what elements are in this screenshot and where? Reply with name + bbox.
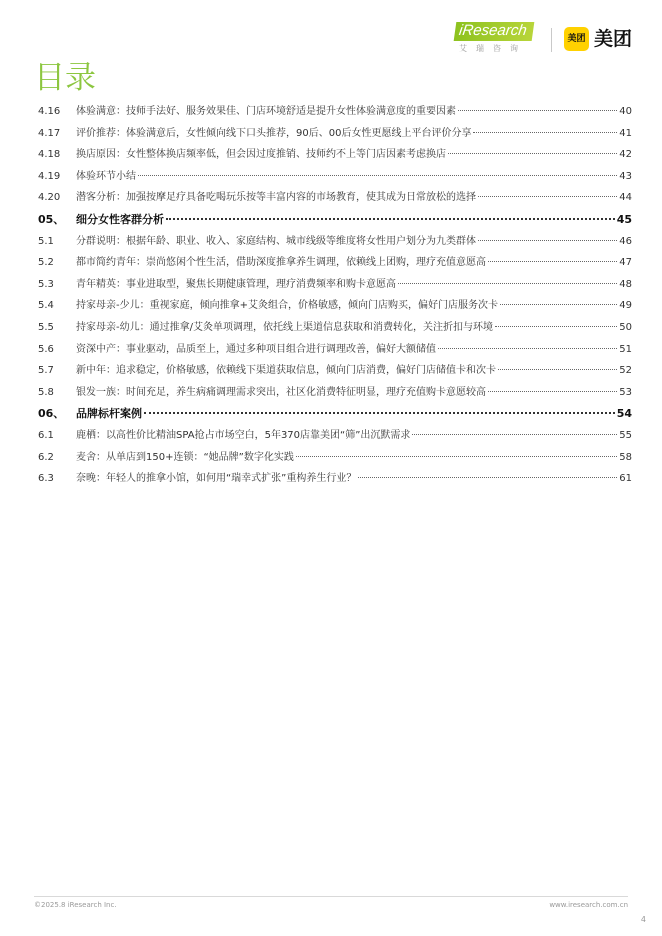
toc-section-row[interactable] bbox=[38, 209, 632, 231]
toc-dot-leader bbox=[500, 304, 617, 305]
toc-entry-number: 4.20 bbox=[38, 192, 61, 204]
toc-dot-leader bbox=[412, 434, 617, 435]
toc-entry-number: 4.19 bbox=[38, 170, 61, 182]
toc-entry-page: 42 bbox=[619, 149, 632, 161]
page-title: 目录 bbox=[34, 60, 96, 96]
toc-dot-leader bbox=[495, 326, 617, 327]
toc-entry-page: 58 bbox=[619, 451, 632, 463]
toc-dot-leader bbox=[138, 175, 617, 176]
toc-entry-number: 06、 bbox=[38, 407, 65, 421]
page-number: 4 bbox=[640, 915, 646, 924]
toc-entry-page: 50 bbox=[619, 321, 632, 333]
toc-entry-number: 5.1 bbox=[38, 235, 54, 247]
toc-entry-page: 51 bbox=[619, 343, 632, 355]
footer-website: www.iresearch.com.cn bbox=[549, 901, 628, 909]
toc-entry-page: 46 bbox=[619, 235, 632, 247]
toc-entry-title: 持家母亲-少儿：重视家庭，倾向推拿+艾灸组合，价格敏感，倾向门店购买，偏好门店服务次卡 bbox=[76, 300, 498, 312]
toc-entry-row[interactable] bbox=[38, 317, 632, 339]
toc-entry-number: 05、 bbox=[38, 212, 65, 226]
toc-entry-row[interactable] bbox=[38, 382, 632, 404]
toc-entry-row[interactable] bbox=[38, 231, 632, 253]
logo-divider bbox=[551, 28, 552, 52]
toc-entry-row[interactable] bbox=[38, 274, 632, 296]
toc-entry-row[interactable] bbox=[38, 144, 632, 166]
toc-entry-title: 分群说明：根据年龄、职业、收入、家庭结构、城市线级等维度将女性用户划分为九类群体 bbox=[76, 235, 476, 247]
toc-dot-leader bbox=[448, 153, 617, 154]
toc-entry-title: 奈晚：年轻人的推拿小馆，如何用“瑞幸式扩张”重构养生行业？ bbox=[76, 473, 357, 485]
toc-dot-leader bbox=[144, 412, 615, 414]
toc-entry-title: 换店原因：女性整体换店频率低，但会因过度推销、技师约不上等门店因素考虑换店 bbox=[76, 149, 446, 161]
toc-dot-leader bbox=[398, 283, 617, 284]
toc-entry-number: 4.16 bbox=[38, 106, 61, 117]
toc-entry-number: 5.2 bbox=[38, 257, 54, 269]
toc-dot-leader bbox=[166, 218, 615, 220]
toc-entry-title: 青年精英：事业进取型，聚焦长期健康管理，理疗消费频率和购卡意愿高 bbox=[76, 278, 396, 290]
meituan-logo-text: 美团 bbox=[594, 28, 633, 50]
toc-entry-number: 6.2 bbox=[38, 451, 54, 463]
toc-entry-title: 体验满意：技师手法好、服务效果佳、门店环境舒适是提升女性体验满意度的重要因素 bbox=[76, 106, 456, 117]
toc-section-row[interactable] bbox=[38, 403, 632, 425]
toc-entry-page: 55 bbox=[619, 429, 632, 441]
toc-entry-number: 5.8 bbox=[38, 386, 54, 398]
toc-entry-title: 体验环节小结 bbox=[76, 170, 136, 182]
toc-entry-title: 鹿栖：以高性价比精油SPA抢占市场空白，5年370店靠美团“筛”出沉默需求 bbox=[76, 429, 411, 441]
toc-entry-title: 品牌标杆案例 bbox=[76, 407, 142, 421]
toc-entry-page: 61 bbox=[619, 473, 632, 485]
toc-entry-row[interactable] bbox=[38, 187, 632, 209]
toc-dot-leader bbox=[438, 348, 617, 349]
meituan-logo-badge: 美团 bbox=[564, 27, 589, 51]
iresearch-logo-subtitle: 艾瑞咨询 bbox=[459, 44, 527, 53]
toc-entry-title: 麦舍：从单店到150+连锁：“她品牌”数字化实践 bbox=[76, 451, 294, 463]
toc-entry-page: 44 bbox=[619, 192, 632, 204]
toc-dot-leader bbox=[358, 477, 617, 478]
toc-entry-number: 5.3 bbox=[38, 278, 54, 290]
toc-entry-row[interactable] bbox=[38, 425, 632, 447]
iresearch-logo-word: iResearch bbox=[454, 22, 534, 41]
toc-entry-number: 6.1 bbox=[38, 429, 54, 441]
toc-dot-leader bbox=[488, 261, 617, 262]
toc-entry-row[interactable] bbox=[38, 360, 632, 382]
toc-entry-title: 资深中产：事业驱动，品质至上，通过多种项目组合进行调理改善，偏好大额储值 bbox=[76, 343, 436, 355]
toc-entry-row[interactable] bbox=[38, 447, 632, 469]
toc-entry-row[interactable] bbox=[38, 295, 632, 317]
toc-entry-title: 持家母亲-幼儿：通过推拿/艾灸单项调理，依托线上渠道信息获取和消费转化，关注折扣与环境 bbox=[76, 321, 493, 333]
toc-entry-page: 43 bbox=[619, 170, 632, 182]
toc-entry-title: 潜客分析：加强按摩足疗具备吃喝玩乐按等丰富内容的市场教育，使其成为日常放松的选择 bbox=[76, 192, 476, 204]
toc-entry-title: 细分女性客群分析 bbox=[76, 212, 164, 226]
toc-entry-title: 银发一族：时间充足，养生病痛调理需求突出，社区化消费特征明显，理疗充值购卡意愿较高 bbox=[76, 386, 486, 398]
toc-entry-page: 41 bbox=[619, 127, 632, 139]
toc-dot-leader bbox=[296, 456, 617, 457]
toc-dot-leader bbox=[458, 110, 617, 111]
toc-entry-page: 48 bbox=[619, 278, 632, 290]
toc-entry-row[interactable] bbox=[38, 252, 632, 274]
toc-entry-page: 52 bbox=[619, 365, 632, 377]
toc-entry-page: 47 bbox=[619, 257, 632, 269]
toc-entry-row[interactable] bbox=[38, 468, 632, 490]
toc-dot-leader bbox=[478, 196, 617, 197]
footer-divider bbox=[34, 896, 628, 897]
toc-entry-number: 5.4 bbox=[38, 300, 54, 312]
footer-copyright: ©2025.8 iResearch Inc. bbox=[34, 901, 117, 909]
toc-entry-page: 54 bbox=[616, 407, 632, 421]
toc-entry-number: 4.17 bbox=[38, 127, 61, 139]
toc-entry-title: 评价推荐：体验满意后，女性倾向线下口头推荐，90后、00后女性更愿线上平台评价分享 bbox=[76, 127, 472, 139]
iresearch-logo bbox=[455, 20, 541, 54]
toc-dot-leader bbox=[488, 391, 617, 392]
toc-entry-row[interactable] bbox=[38, 101, 632, 123]
toc-entry-page: 53 bbox=[619, 386, 632, 398]
toc-entry-number: 5.5 bbox=[38, 321, 54, 333]
toc-dot-leader bbox=[478, 240, 617, 241]
toc-entry-number: 5.6 bbox=[38, 343, 54, 355]
toc-entry-row[interactable] bbox=[38, 123, 632, 145]
toc-entry-number: 4.18 bbox=[38, 149, 61, 161]
toc-dot-leader bbox=[473, 132, 617, 133]
toc-entry-row[interactable] bbox=[38, 166, 632, 188]
toc-entry-title: 新中年：追求稳定，价格敏感，依赖线下渠道获取信息，倾向门店消费，偏好门店储值卡和次卡 bbox=[76, 365, 496, 377]
toc-entry-title: 都市简约青年：崇尚悠闲个性生活，借助深度推拿养生调理，依赖线上团购，理疗充值意愿高 bbox=[76, 257, 486, 269]
toc-entry-page: 40 bbox=[619, 106, 632, 117]
toc-entry-number: 5.7 bbox=[38, 365, 54, 377]
toc-entry-page: 49 bbox=[619, 300, 632, 312]
toc-entry-row[interactable] bbox=[38, 339, 632, 361]
toc-entry-page: 45 bbox=[616, 212, 632, 226]
table-of-contents bbox=[38, 101, 632, 490]
toc-entry-number: 6.3 bbox=[38, 473, 54, 485]
toc-dot-leader bbox=[498, 369, 617, 370]
